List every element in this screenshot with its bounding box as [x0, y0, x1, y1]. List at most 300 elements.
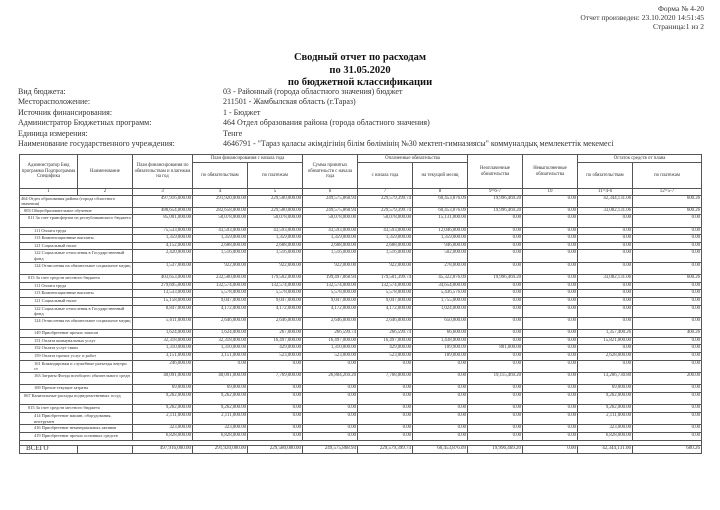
cell-value: 0.00	[413, 360, 468, 372]
cell-value: 0.00	[468, 242, 523, 250]
table-row	[20, 425, 702, 433]
row-name: 152 Оплата услуг связи	[20, 345, 133, 353]
cell-value: 881,000.00	[468, 345, 523, 353]
cell-value: 502,000.00	[413, 250, 468, 262]
header-paid-month: на текущий месяц	[413, 163, 468, 189]
cell-value: 0.00	[578, 235, 633, 243]
cell-value: 0.00	[578, 250, 633, 262]
cell-value: 0.00	[633, 235, 702, 243]
cell-value: 1,310,000.00	[133, 345, 193, 353]
table-row	[20, 413, 702, 425]
table-row	[20, 305, 702, 317]
cell-value: 0.00	[358, 360, 413, 372]
cell-value: 40,091,000.00	[133, 373, 193, 385]
cell-value: 400.26	[633, 330, 702, 338]
column-number: 1	[20, 189, 78, 196]
row-name: 151 Оплата коммунальных услуг	[20, 337, 133, 345]
cell-value: 0.00	[633, 385, 702, 393]
cell-value: 1,024,000.00	[413, 305, 468, 317]
table-row	[20, 242, 702, 250]
cell-value: 7,768,800.00	[358, 373, 413, 385]
row-name: 464 Отдел образования района (города областного значения)	[20, 195, 133, 207]
cell-value: 0.00	[468, 227, 523, 235]
cell-value: 5,578,000.00	[303, 290, 358, 298]
cell-value: 42,344,131.06	[578, 195, 633, 207]
cell-value: 0.00	[413, 373, 468, 385]
cell-value: 0.00	[358, 405, 413, 413]
cell-value: 19,115,469.20	[468, 373, 523, 385]
row-name: 121 Социальный налог	[20, 242, 133, 250]
row-name: 419 Приобретение прочих основных средств	[20, 433, 133, 441]
header-group-plan-ytd: План финансирования с начала года	[193, 155, 303, 163]
title-line-3: по бюджетной классификации	[287, 77, 433, 88]
header-accepted-obligations: Сумма принятых обязательств с начала года	[303, 155, 358, 189]
cell-value: 229,580,000.00	[248, 207, 303, 215]
cell-value: 45,322,876.09	[413, 275, 468, 283]
cell-value: 1,537,000.00	[133, 262, 193, 274]
cell-value: 2,646,000.00	[193, 317, 248, 329]
cell-value: 0.00	[303, 405, 358, 413]
cell-value: 403,653,000.00	[133, 275, 193, 283]
cell-value: 0.00	[523, 290, 578, 298]
cell-value: 0.00	[633, 360, 702, 372]
cell-value: 323,000.00	[578, 425, 633, 433]
cell-value: 1,310,000.00	[193, 345, 248, 353]
row-name: 161 Командировки и служебные разъезды внутри ст	[20, 360, 133, 372]
cell-value: 26,884,269.20	[303, 373, 358, 385]
cell-value: 1,359,000.00	[303, 235, 358, 243]
table-row	[20, 405, 702, 413]
cell-value: 2,688,000.00	[303, 242, 358, 250]
column-number: 11=4-6	[578, 189, 633, 196]
row-name: 122 Социальные отчисления в Государственный фонд	[20, 250, 133, 262]
info-funding-source	[18, 108, 614, 118]
cell-value: 0.00	[578, 297, 633, 305]
cell-value: 0.00	[468, 405, 523, 413]
cell-value: 0.00	[413, 405, 468, 413]
cell-value: 0.00	[468, 337, 523, 345]
cell-value: 0.00	[633, 425, 702, 433]
cell-value: 600.26	[633, 207, 702, 215]
column-number: 12=5-7	[633, 189, 702, 196]
cell-value: 0.00	[523, 235, 578, 243]
table-row	[20, 250, 702, 262]
total-value: 229,580,000.00	[248, 445, 303, 453]
cell-value: 0.00	[358, 385, 413, 393]
cell-value: 0.00	[468, 290, 523, 298]
cell-value: 922,000.00	[248, 262, 303, 274]
cell-value: 16,497,000.00	[248, 337, 303, 345]
header-code: Администратор Бюд программа Подпрограмма Спецификa	[20, 155, 78, 189]
column-number: 5	[248, 189, 303, 196]
title-line-2: по 31.05.2020	[329, 64, 391, 76]
cell-value: 291,920,000.00	[193, 195, 248, 207]
cell-value: 179,501,399.74	[358, 275, 413, 283]
cell-value: 523,000.00	[248, 353, 303, 361]
cell-value: 0.00	[578, 290, 633, 298]
cell-value: 497,916,000.00	[133, 195, 193, 207]
info-location	[18, 97, 614, 107]
cell-value: 0.00	[523, 250, 578, 262]
header-unfulfilled: Невыполненные обязательства	[523, 155, 578, 189]
cell-value: 19,996,469.20	[468, 195, 523, 207]
row-name: 113 Компенсационные выплаты	[20, 235, 133, 243]
cell-value: 0.00	[523, 413, 578, 425]
total-value: 249,575,868.94	[303, 445, 358, 453]
cell-value: 0.00	[633, 353, 702, 361]
cell-value: 0.00	[523, 242, 578, 250]
cell-value: 0.00	[633, 337, 702, 345]
total-value: 291,920,000.00	[193, 445, 248, 453]
table-row	[20, 393, 702, 405]
table-row	[20, 330, 702, 338]
cell-value: 0.00	[468, 262, 523, 274]
cell-value: 199,497,868.94	[303, 275, 358, 283]
cell-value: 0.00	[413, 393, 468, 405]
report-meta	[580, 4, 704, 31]
cell-value: 0.00	[523, 282, 578, 290]
cell-value: 0.00	[523, 393, 578, 405]
cell-value: 1,359,000.00	[133, 235, 193, 243]
cell-value: 1,755,000.00	[413, 297, 468, 305]
row-name: 015 За счет средств местного бюджета	[20, 275, 133, 283]
cell-value: 13,533,000.00	[133, 290, 193, 298]
row-name: 011 За счет трансфертов из республиканского бюджета	[20, 215, 133, 227]
cell-value: 1,359,000.00	[248, 235, 303, 243]
table-row	[20, 195, 702, 207]
cell-value: 523,000.00	[358, 353, 413, 361]
cell-value: 0.00	[633, 345, 702, 353]
cell-value: 0.00	[633, 282, 702, 290]
cell-value: 5,436,576.00	[413, 290, 468, 298]
cell-value: 6,828,000.00	[578, 433, 633, 441]
cell-value: 1,357,400.26	[578, 330, 633, 338]
table-row	[20, 262, 702, 274]
cell-value: 0.00	[248, 360, 303, 372]
cell-value: 600.26	[633, 195, 702, 207]
cell-value: 0.00	[578, 227, 633, 235]
cell-value: 15,158,000.00	[133, 297, 193, 305]
info-value: 211501 - Жамбылская область (г.Тараз)	[223, 97, 356, 107]
cell-value: 600.26	[633, 275, 702, 283]
cell-value: 5,578,000.00	[358, 290, 413, 298]
info-value: 4646791 - "Тараз қаласы әкімдігінің білім бөлімінің №30 мектеп-гимназиясы" коммуналдық мемлекеттік мекемесі	[223, 139, 614, 149]
cell-value: 0.00	[303, 385, 358, 393]
cell-value: 246,000.00	[133, 360, 193, 372]
column-number: 2	[78, 189, 133, 196]
header-group-remaining: Остаток средств от плана	[578, 155, 702, 163]
cell-value: 0.00	[523, 360, 578, 372]
cell-value: 13,206,730.80	[578, 373, 633, 385]
cell-value: 0.00	[633, 242, 702, 250]
cell-value: 0.00	[468, 297, 523, 305]
info-budget-type	[18, 87, 614, 97]
table-row	[20, 317, 702, 329]
report-body	[20, 195, 702, 453]
cell-value: 0.00	[633, 413, 702, 425]
cell-value: 0.00	[633, 305, 702, 317]
cell-value: 2,628,000.00	[578, 353, 633, 361]
cell-value: 6,828,000.00	[193, 433, 248, 441]
cell-value: 323,000.00	[193, 425, 248, 433]
cell-value: 34,654,000.00	[413, 282, 468, 290]
cell-value: 0.00	[523, 262, 578, 274]
cell-value: 0.00	[523, 425, 578, 433]
cell-value: 0.00	[523, 317, 578, 329]
cell-value: 9,047,000.00	[193, 297, 248, 305]
cell-value: 0.00	[633, 290, 702, 298]
cell-value: 32,318,000.00	[133, 337, 193, 345]
cell-value: 0.00	[578, 345, 633, 353]
cell-value: 50,078,000.00	[358, 215, 413, 227]
info-value: Тенге	[223, 128, 243, 138]
cell-value: 9,262,000.00	[193, 405, 248, 413]
cell-value: 232,580,000.00	[193, 275, 248, 283]
cell-value: 0.00	[578, 317, 633, 329]
cell-value: 4,172,000.00	[358, 305, 413, 317]
cell-value: 0.00	[578, 215, 633, 227]
cell-value: 0.00	[358, 433, 413, 441]
table-row	[20, 282, 702, 290]
cell-value: 9,047,000.00	[303, 297, 358, 305]
expense-report-table	[19, 154, 702, 454]
cell-value: 5,611,000.00	[133, 317, 193, 329]
cell-value: 9,262,000.00	[193, 393, 248, 405]
cell-value: 0.00	[523, 330, 578, 338]
cell-value: 922,000.00	[303, 262, 358, 274]
cell-value: 12,046,000.00	[413, 227, 468, 235]
cell-value: 0.00	[523, 227, 578, 235]
cell-value: 0.00	[303, 413, 358, 425]
cell-value: 1,359,000.00	[413, 235, 468, 243]
cell-value: 0.00	[468, 305, 523, 317]
column-number: 4	[193, 189, 248, 196]
cell-value: 32,318,000.00	[193, 337, 248, 345]
row-name: 414 Приобретение машин, оборудования, инструмен	[20, 413, 133, 425]
table-row	[20, 290, 702, 298]
column-number: 7	[358, 189, 413, 196]
cell-value: 0.00	[523, 207, 578, 215]
cell-value: 0.00	[358, 413, 413, 425]
cell-value: 0.00	[468, 393, 523, 405]
cell-value: 132,574,000.00	[358, 282, 413, 290]
column-number: 6	[303, 189, 358, 196]
row-name: 169 Прочие текущие затраты	[20, 385, 133, 393]
cell-value: 9,262,000.00	[578, 405, 633, 413]
cell-value: 523,000.00	[303, 353, 358, 361]
column-number: 3	[133, 189, 193, 196]
cell-value: 0.00	[578, 305, 633, 317]
cell-value: 5,578,000.00	[193, 290, 248, 298]
cell-value: 9,262,000.00	[133, 405, 193, 413]
cell-value: 2,111,000.00	[193, 413, 248, 425]
row-name: 015 За счет средств местного бюджета	[20, 405, 133, 413]
cell-value: 0.00	[413, 413, 468, 425]
cell-value: 109,900.09	[413, 345, 468, 353]
cell-value: 132,574,000.00	[193, 282, 248, 290]
cell-value: 43,593,000.00	[303, 227, 358, 235]
table-row	[20, 360, 702, 372]
cell-value: 488,654,000.00	[133, 207, 193, 215]
cell-value: 3,151,000.00	[193, 353, 248, 361]
cell-value: 0.00	[468, 250, 523, 262]
cell-value: 650,000.00	[413, 317, 468, 329]
header-plan-payments: по платежам	[248, 163, 303, 189]
cell-value: 69,000.00	[578, 385, 633, 393]
cell-value: 0.00	[468, 317, 523, 329]
total-row	[20, 445, 702, 453]
cell-value: 33,082,131.06	[578, 207, 633, 215]
cell-value: 0.00	[633, 250, 702, 262]
cell-value: 1,359,000.00	[358, 235, 413, 243]
cell-value: 4,172,000.00	[303, 305, 358, 317]
cell-value: 229,579,399.74	[358, 207, 413, 215]
row-name: 003 Общеобразовательное обучение	[20, 207, 133, 215]
row-name: 121 Социальный налог	[20, 297, 133, 305]
info-label: Администратор Бюджетных программ:	[18, 118, 152, 128]
row-name: 122 Социальные отчисления в Государственный фонд	[20, 305, 133, 317]
cell-value: 0.00	[523, 215, 578, 227]
header-unpaid: Неоплаченные обязательства	[468, 155, 523, 189]
cell-value: 0.00	[358, 393, 413, 405]
cell-value: 33,082,131.06	[578, 275, 633, 283]
cell-value: 132,574,000.00	[303, 282, 358, 290]
cell-value: 278,000.00	[413, 262, 468, 274]
cell-value: 282,658,000.00	[193, 207, 248, 215]
cell-value: 2,646,000.00	[358, 317, 413, 329]
cell-value: 0.00	[303, 393, 358, 405]
cell-value: 0.00	[523, 345, 578, 353]
info-label: Источник финансирования:	[18, 107, 113, 117]
info-value: 464 Отдел образования района (города областного значения)	[223, 118, 430, 128]
cell-value: 0.00	[413, 385, 468, 393]
cell-value: 0.00	[633, 433, 702, 441]
info-value: 03 - Районный (города областного значения) бюджет	[223, 87, 403, 96]
cell-value: 1,624,000.00	[133, 330, 193, 338]
cell-value: 6,828,000.00	[133, 433, 193, 441]
cell-value: 922,000.00	[193, 262, 248, 274]
cell-value: 85,001,000.00	[133, 215, 193, 227]
cell-value: 0.00	[633, 393, 702, 405]
cell-value: 0.00	[523, 385, 578, 393]
column-number: 8	[413, 189, 468, 196]
total-value: 229,579,399.74	[358, 445, 413, 453]
cell-value: 132,574,000.00	[248, 282, 303, 290]
cell-value: 1,438,000.00	[413, 337, 468, 345]
cell-value: 0.00	[633, 215, 702, 227]
cell-value: 0.00	[468, 235, 523, 243]
cell-value: 2,420,000.00	[133, 250, 193, 262]
cell-value: 60,453,876.09	[413, 207, 468, 215]
cell-value: 0.00	[248, 433, 303, 441]
cell-value: 69,000.00	[133, 385, 193, 393]
produced-timestamp: Отчет произведен: 23.10.2020 14:51:45	[580, 13, 704, 22]
cell-value: 75,533,000.00	[133, 227, 193, 235]
cell-value: 0.00	[358, 425, 413, 433]
total-value: 60,453,876.09	[413, 445, 468, 453]
cell-value: 19,996,469.20	[468, 275, 523, 283]
cell-value: 0.00	[523, 305, 578, 317]
total-value: 42,344,131.06	[578, 445, 633, 453]
cell-value: 4,152,000.00	[133, 242, 193, 250]
cell-value: 0.00	[468, 425, 523, 433]
cell-value: 2,646,000.00	[248, 317, 303, 329]
total-value: 600.26	[633, 445, 702, 453]
cell-value: 0.00	[578, 360, 633, 372]
cell-value: 0.00	[578, 282, 633, 290]
table-row	[20, 297, 702, 305]
table-row	[20, 227, 702, 235]
cell-value: 43,593,000.00	[248, 227, 303, 235]
cell-value: 0.00	[248, 425, 303, 433]
cell-value: 1,516,000.00	[303, 250, 358, 262]
cell-value: 16,497,000.00	[303, 337, 358, 345]
cell-value: 279,695,000.00	[133, 282, 193, 290]
cell-value: 15,131,000.00	[413, 215, 468, 227]
cell-value: 0.00	[633, 317, 702, 329]
cell-value: 0.00	[523, 405, 578, 413]
cell-value: 19,996,469.20	[468, 207, 523, 215]
cell-value: 429,000.00	[358, 345, 413, 353]
header-plan-obligations: по обязательствам	[193, 163, 248, 189]
cell-value: 2,688,000.00	[358, 242, 413, 250]
cell-value: 267,000.00	[248, 330, 303, 338]
info-label: Месторасположение:	[18, 97, 91, 107]
cell-value: 1,624,000.00	[193, 330, 248, 338]
cell-value: 0.00	[468, 360, 523, 372]
cell-value: 2,688,000.00	[193, 242, 248, 250]
table-row	[20, 275, 702, 283]
row-name: 124 Отчисления на обязательное социальное медиц	[20, 317, 133, 329]
cell-value: 4,172,000.00	[248, 305, 303, 317]
total-empty-cell	[78, 445, 133, 453]
cell-value: 0.00	[303, 433, 358, 441]
cell-value: 3,151,000.00	[133, 353, 193, 361]
table-row	[20, 345, 702, 353]
cell-value: 50,078,000.00	[248, 215, 303, 227]
column-number: 9=6-7	[468, 189, 523, 196]
cell-value: 0.00	[578, 242, 633, 250]
title-line-1: Сводный отчет по расходам	[293, 52, 427, 63]
cell-value: 16,497,000.00	[358, 337, 413, 345]
cell-value: 9,262,000.00	[133, 393, 193, 405]
table-row	[20, 385, 702, 393]
cell-value: 5,578,000.00	[248, 290, 303, 298]
cell-value: 0.00	[633, 262, 702, 274]
cell-value: 9,047,000.00	[358, 297, 413, 305]
cell-value: 0.00	[468, 330, 523, 338]
cell-value: 0.00	[468, 433, 523, 441]
cell-value: 1,359,000.00	[193, 235, 248, 243]
row-name: 124 Отчисления на обязательное социальное медиц	[20, 262, 133, 274]
cell-value: 429,000.00	[248, 345, 303, 353]
cell-value: 0.00	[468, 413, 523, 425]
cell-value: 2,111,000.00	[578, 413, 633, 425]
row-name: 111 Оплата труда	[20, 227, 133, 235]
cell-value: 2,111,000.00	[133, 413, 193, 425]
cell-value: 0.00	[523, 337, 578, 345]
cell-value: 0.00	[468, 215, 523, 227]
info-label: Вид бюджета:	[18, 87, 66, 96]
cell-value: 2,646,000.00	[303, 317, 358, 329]
total-value: 0.00	[523, 445, 578, 453]
cell-value: 9,262,000.00	[578, 393, 633, 405]
cell-value: 0.00	[633, 227, 702, 235]
table-row	[20, 235, 702, 243]
cell-value: 0.00	[248, 413, 303, 425]
cell-value: 229,579,399.74	[358, 195, 413, 207]
cell-value: 0.00	[468, 282, 523, 290]
